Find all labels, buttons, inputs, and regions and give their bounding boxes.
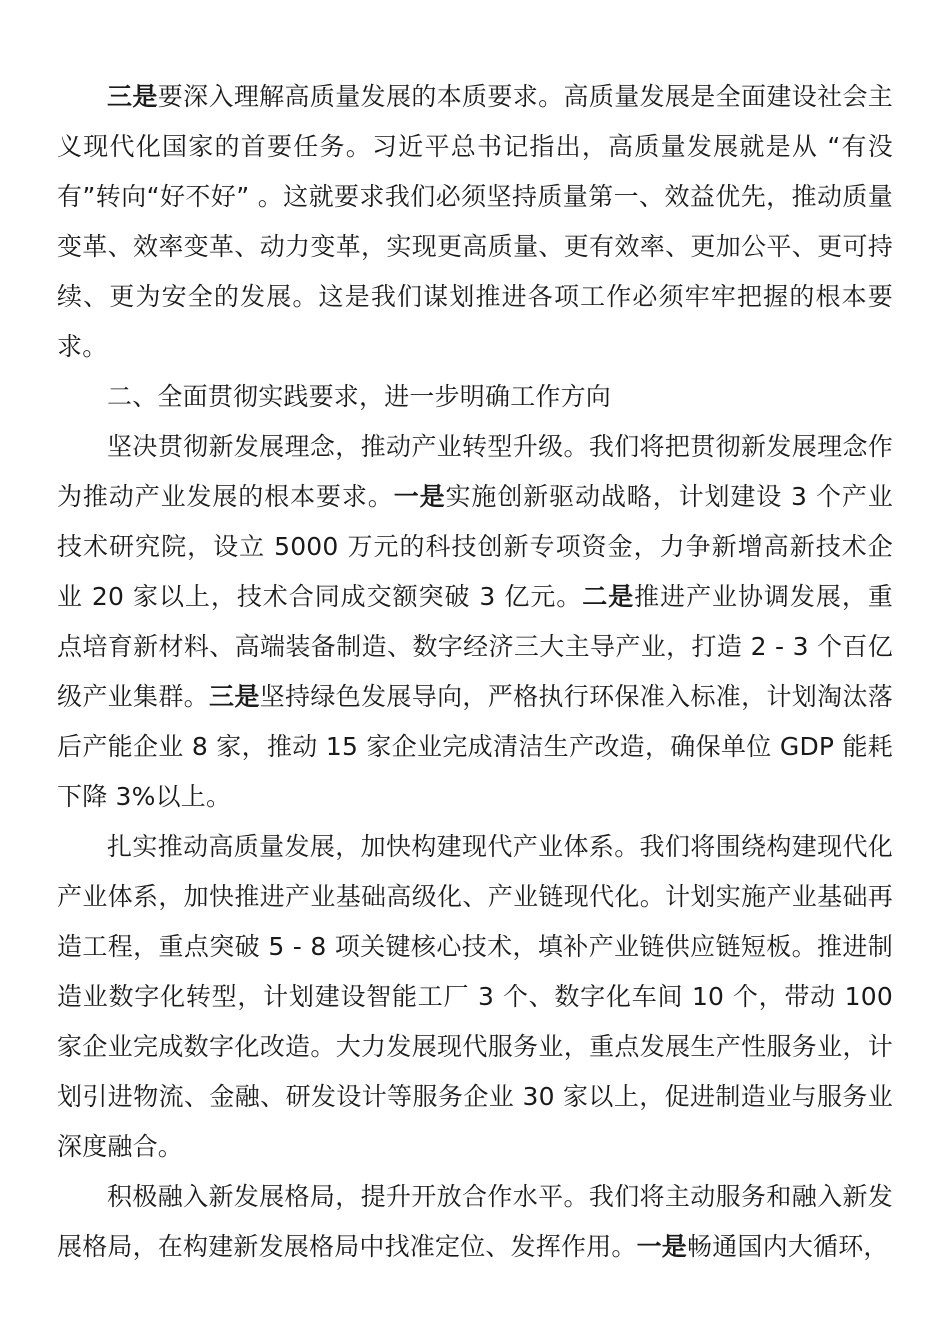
paragraph-modern-industry-system (57, 822, 893, 1172)
paragraph-quality-requirements (57, 72, 893, 372)
paragraph-industry-upgrade (57, 422, 893, 822)
bold-lead-san-shi: 三是 (209, 682, 260, 711)
paragraph-text: 要深入理解高质量发展的本质要求。高质量发展是全面建设社会主义现代化国家的首要任务。习近平总书记指出，高质量发展就是从 “有没有”转向“好不好” 。这就要求我们必须坚持质量第一、效益优先，推动质量变革、效率变革、动力变革，实现更高质量、更有效率、更加公平、更可持续、更为安全的发展。这是我们谋划推进各项工作必须牢牢把握的根本要求。 (57, 82, 893, 361)
paragraph-text: 畅通国内大循环， (687, 1232, 889, 1261)
paragraph-text: 坚持绿色发展导向，严格执行环保准入标准，计划淘汰落后产能企业 8 家，推动 15 家企业完成清洁生产改造，确保单位 GDP 能耗下降 3%以上。 (57, 682, 894, 811)
bold-lead-san-shi: 三是 (107, 82, 158, 111)
paragraph-text: 推进产业协调发展，重点培育新材料、高端装备制造、数字经济三大主导产业，打造 2 - 3 个百亿级产业集群。 (57, 582, 893, 711)
paragraph-text: 坚决贯彻新发展理念，推动产业转型升级。我们将把贯彻新发展理念作为推动产业发展的根本要求。 (57, 432, 893, 511)
bold-lead-yi-shi: 一是 (636, 1232, 688, 1261)
paragraph-new-development-pattern (57, 1172, 893, 1272)
paragraph-text: 积极融入新发展格局，提升开放合作水平。我们将主动服务和融入新发展格局，在构建新发展格局中找准定位、发挥作用。 (57, 1182, 893, 1261)
bold-lead-er-shi: 二是 (582, 582, 635, 611)
paragraph-text: 实施创新驱动战略，计划建设 3 个产业技术研究院，设立 5000 万元的科技创新专项资金，力争新增高新技术企业 20 家以上，技术合同成交额突破 3 亿元。 (57, 482, 894, 611)
document-page (57, 72, 893, 1272)
bold-lead-yi-shi: 一是 (393, 482, 446, 511)
section-heading-text: 二、全面贯彻实践要求，进一步明确工作方向 (107, 382, 612, 411)
paragraph-text: 扎实推动高质量发展，加快构建现代产业体系。我们将围绕构建现代化产业体系，加快推进产业基础高级化、产业链现代化。计划实施产业基础再造工程，重点突破 5 - 8 项关键核心技术，填补产业链供应链短板。推进制造业数字化转型，计划建设智能工厂 3 个、数字化车间 10 个，带动 100 家企业完成数字化改造。大力发展现代服务业，重点发展生产性服务业，计划引进物流、金融、研发设计等服务企业 30 家以上，促进制造业与服务业深度融合。 (57, 832, 893, 1161)
section-heading-2 (57, 372, 893, 422)
